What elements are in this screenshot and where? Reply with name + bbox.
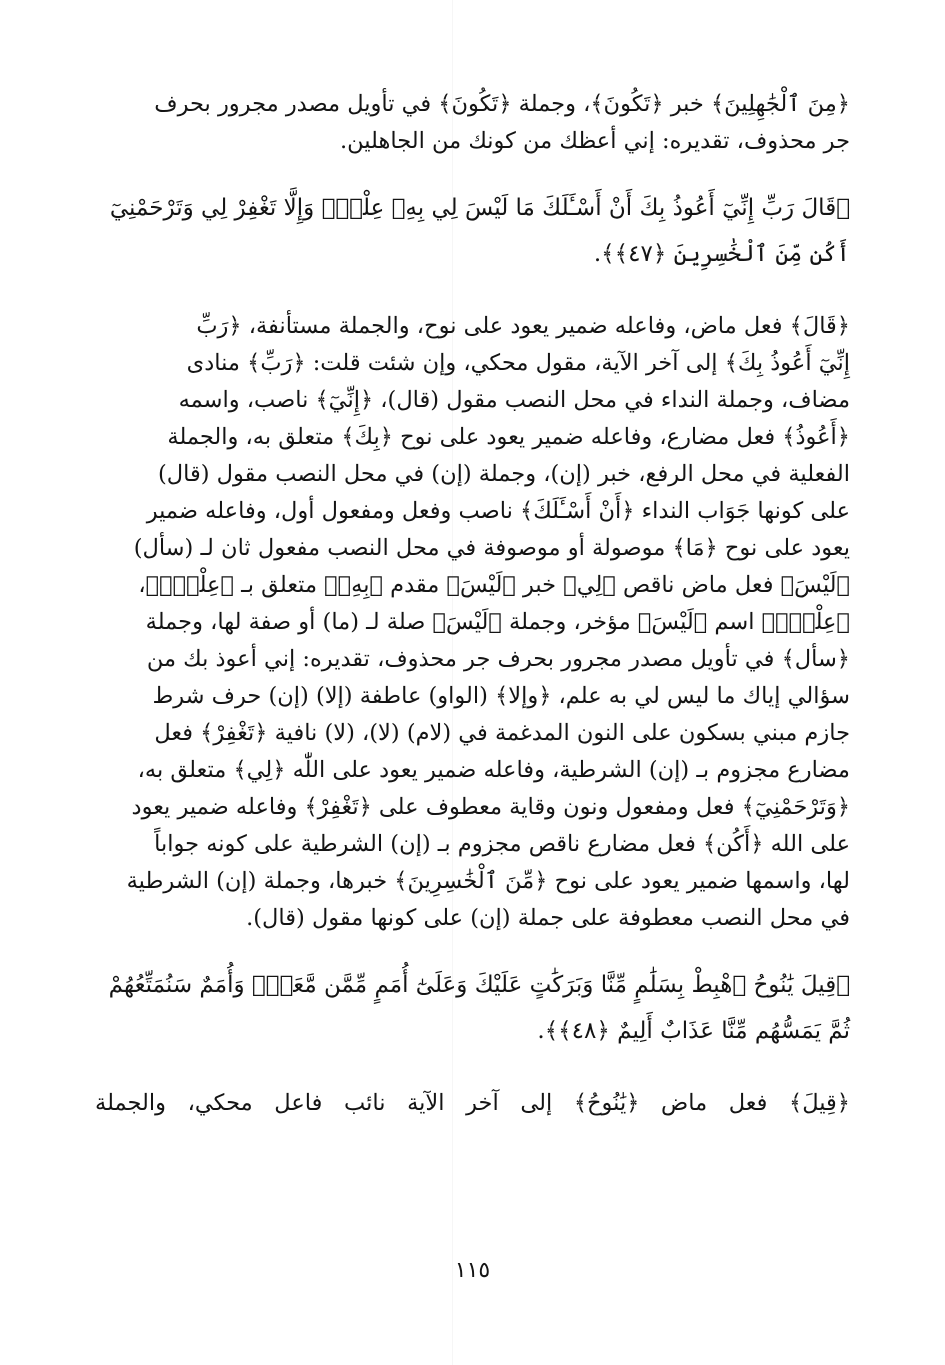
paragraph-2 <box>95 308 850 937</box>
spacer <box>95 277 850 308</box>
quran-verse-47 <box>95 185 850 277</box>
text-line: سؤالي إياك ما ليس لي به علم، ﴿وإلا﴾ (الواو) عاطفة (إلا) (إن) حرف شرط <box>152 683 850 709</box>
text-line: إِنِّيٓ أَعُوذُ بِكَ﴾ إلى آخر الآية، مقول محكي، وإن شئت قلت: ﴿رَبِّ﴾ منادى <box>186 350 850 376</box>
page-body <box>95 86 850 1122</box>
verse-line: أَكُن مِّنَ ٱلْخَٰسِرِينَ ﴿٤٧﴾﴾. <box>593 241 850 267</box>
quran-verse-48 <box>95 962 850 1054</box>
text-line: الفعلية في محل الرفع، خبر (إن)، وجملة (إن) في محل النصب مقول (قال) <box>158 461 850 487</box>
text-line: ﴿أَعُوذُ﴾ فعل مضارع، وفاعله ضمير يعود على نوح ﴿بِكَ﴾ متعلق به، والجملة <box>167 424 850 450</box>
spacer <box>95 1054 850 1085</box>
text-line: ﴿عِلْمٌۖ﴾ اسم ﴿لَيْسَ﴾ مؤخر، وجملة ﴿لَيْسَ﴾ صلة لـ (ما) أو صفة لها، وجملة <box>145 609 850 635</box>
verse-line: ﴿قَالَ رَبِّ إِنِّيٓ أَعُوذُ بِكَ أَنْ أَسْـَٔلَكَ مَا لَيْسَ لِي بِهِۦ عِلْمٌۖ وَإِلَّا تَغْفِرْ لِي وَتَرْحَمْنِيٓ <box>109 195 850 221</box>
text-line: في محل النصب معطوفة على جملة (إن) على كونها مقول (قال). <box>246 905 850 931</box>
text-line: على الله ﴿أَكُن﴾ فعل مضارع ناقص مجزوم بـ (إن) الشرطية على كونه جواباً <box>154 831 850 857</box>
spacer <box>95 160 850 185</box>
text-line: ﴿مِنَ ٱلْجَٰهِلِينَ﴾ خبر ﴿تَكُونَ﴾، وجملة ﴿تَكُونَ﴾ في تأويل مصدر مجرور بحرف <box>154 91 850 117</box>
text-line: ﴿قِيلَ﴾ فعل ماض ﴿يَٰنُوحُ﴾ إلى آخر الآية نائب فاعل محكي، والجملة <box>95 1090 850 1116</box>
page-number: ١١٥ <box>454 1258 491 1283</box>
paragraph-1 <box>95 86 850 160</box>
text-line: ﴿قَالَ﴾ فعل ماض، وفاعله ضمير يعود على نوح، والجملة مستأنفة، ﴿رَبِّ <box>196 313 850 339</box>
verse-line: ثُمَّ يَمَسُّهُم مِّنَّا عَذَابٌ أَلِيمٌ ﴿٤٨﴾﴾. <box>537 1018 850 1044</box>
text-line: ﴿لَيْسَ﴾ فعل ماض ناقص ﴿لِي﴾ خبر ﴿لَيْسَ﴾ مقدم ﴿بِهِۦ﴾ متعلق بـ ﴿عِلْمٌۖ﴾، <box>138 572 850 598</box>
text-line: لها، واسمها ضمير يعود على نوح ﴿مِّنَ ٱلْخَٰسِرِينَ﴾ خبرها، وجملة (إن) الشرطية <box>126 868 850 894</box>
paragraph-3 <box>95 1085 850 1122</box>
text-line: جر محذوف، تقديره: إني أعظك من كونك من الجاهلين. <box>339 128 850 154</box>
text-line: مضارع مجزوم بـ (إن) الشرطية، وفاعله ضمير يعود على اللّٰه ﴿لِي﴾ متعلق به، <box>137 757 850 783</box>
text-line: ﴿وَتَرْحَمْنِيٓ﴾ فعل ومفعول ونون وقاية معطوف على ﴿تَغْفِرْ﴾ وفاعله ضمير يعود <box>131 794 850 820</box>
text-line: مضاف، وجملة النداء في محل النصب مقول (قال)، ﴿إِنِّيٓ﴾ ناصب، واسمه <box>178 387 850 413</box>
text-line: جازم مبني بسكون على النون المدغمة في (لام) (لا)، (لا) نافية ﴿تَغْفِرْ﴾ فعل <box>154 720 850 746</box>
verse-line: ﴿قِيلَ يَٰنُوحُ ٱهْبِطْ بِسَلَٰمٍ مِّنَّا وَبَرَكَٰتٍ عَلَيْكَ وَعَلَىٰٓ أُمَمٍ مِّمَّن مَّعَكَۚ وَأُمَمٌ سَنُمَتِّعُهُمْ <box>108 972 850 998</box>
text-line: ﴿سأل﴾ في تأويل مصدر مجرور بحرف جر محذوف، تقديره: إني أعوذ بك من <box>146 646 850 672</box>
text-line: يعود على نوح ﴿مَا﴾ موصولة أو موصوفة في محل النصب مفعول ثان لـ (سأل) <box>133 535 850 561</box>
spacer <box>95 937 850 962</box>
text-line: على كونها جَوَاب النداء ﴿أَنْ أَسْـَٔلَكَ﴾ ناصب وفعل ومفعول أول، وفاعله ضمير <box>146 498 850 524</box>
